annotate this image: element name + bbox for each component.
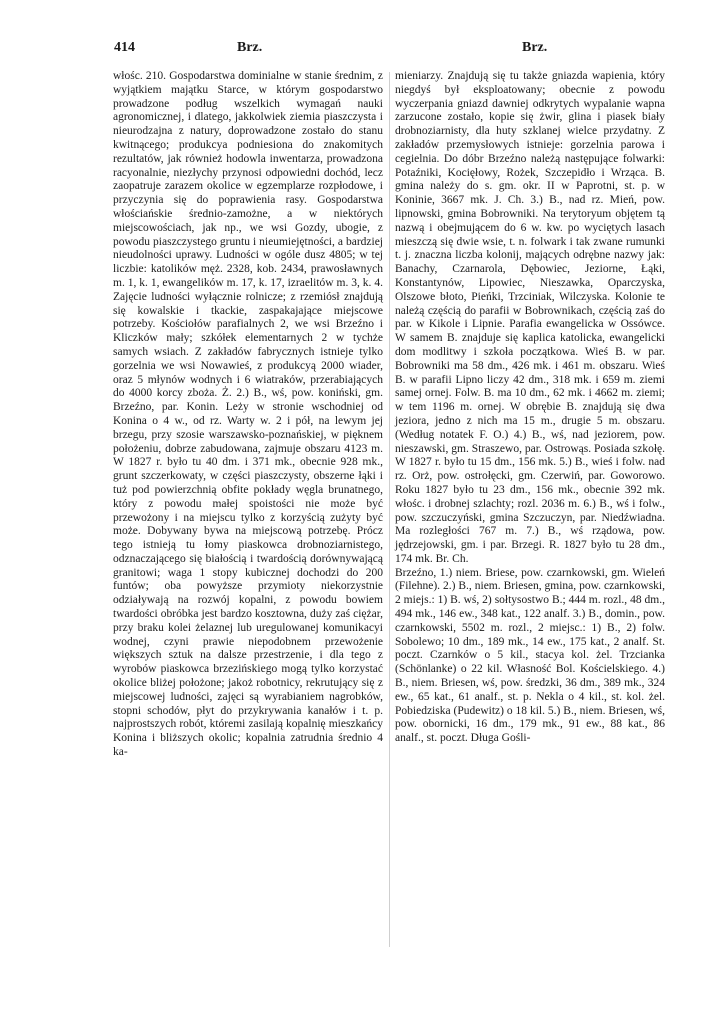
right-column-text-2: Brzeźno, 1.) niem. Briese, pow. czarnkowski, gm. Wieleń (Filehne). 2.) B., niem. Briesen, gmina, pow. czarnkowski, 2 miejs.: 1) B. wś, 2) sołtysostwo B.; 444 m. rozl., 48 dm., 494 mk., 146 ew., 348 kat., 122 analf. 3.) B., domin., pow. czarnkowski, 5502 m. rozl., 2 miejsc.: 1) B., 2) folw. Sobolewo; 10 dm., 189 mk., 14 ew., 175 kat., 2 analf. St. poczt. Czarnków o 5 kil., stacya kol. żel. Trzcianka (Schönlanke) o 22 kil. Własność Bol. Kościelskiego. 4.) B., niem. Briesen, wś, pow. średzki, 36 dm., 389 mk., 324 ew., 65 kat., 61 analf., st. p. Nekla o 4 kil., st. kol. żel. Pobiedziska (Pudewitz) o 18 kil. 5.) B., niem. Briesen, wś, pow. obornicki, 16 dm., 179 mk., 91 ew., 88 kat., 86 analf., st. poczt. Długa Gośli-	[395, 566, 665, 745]
left-running-head: Brz.	[237, 40, 263, 55]
right-running-head: Brz.	[522, 40, 548, 55]
page-header	[0, 40, 720, 60]
left-column	[113, 70, 383, 760]
right-column-text-1: mieniarzy. Znajdują się tu także gniazda wapienia, który niegdyś był eksploatowany; obecnie z powodu wyczerpania gniazd dawniej odkrytych wypalanie wapna zarzucone zostało, kopie się żwir, glina i piasek biały drobnoziarnisty, dla huty szklanej wielce przydatny. Z zakładów przemysłowych istnieje: gorzelnia parowa i cegielnia. Do dóbr Brzeźno należą następujące folwarki: Potaźniki, Kocięłowy, Rożek, Szczepidło i Wrząca. B. gmina należy do s. gm. okr. II w Paprotni, st. p. w Koninie, 3667 mk. J. Ch. 3.) B., nad rz. Mień, pow. lipnowski, gmina Bobrowniki. Na terytoryum objętem tą nazwą i obejmującem do 6 w. kw. po wyciętych lasach mieszczą się dwie wsie, t. n. folwark i tak zwane rumunki t. j. znaczna liczba kolonij, mających odrębne nazwy jak: Banachy, Czarnarola, Dębowiec, Jeziorne, Łąki, Konstantynów, Lipowiec, Nieszawka, Oparczyska, Olszowe błoto, Pieńki, Trzciniak, Wilczyska. Kolonie te należą częścią do parafii w Bobrownikach, częścią zaś do par. w Kikole i Lipnie. Parafia ewangelicka w Ossówce. W samem B. znajduje się kaplica katolicka, ewangelicki dom modlitwy i szkoła początkowa. Wieś B. w par. Bobrowniki ma 58 dm., 426 mk. i 461 m. obszaru. Wieś B. w parafii Lipno liczy 42 dm., 318 mk. i 659 m. ziemi samej ornej. Folw. B. ma 10 dm., 62 mk. i 4662 m. ziemi; w tem 1196 m. ornej. W obrębie B. znajdują się dwa jeziora, jedno z nich ma 15 m., drugie 5 m. obszaru. (Według notatek F. O.) 4.) B., wś, nad jeziorem, pow. nieszawski, gm. Straszewo, par. Ostrowąs. Posiada szkołę. W 1827 r. było tu 15 dm., 156 mk. 5.) B., wieś i folw. nad rz. Orż, pow. ostrołęcki, gm. Czerwiń, par. Goworowo. Roku 1827 było tu 23 dm., 156 mk., obecnie 392 mk. włośc. i drobnej szlachty; rozl. 2036 m. 6.) B., wś i folw., pow. szczuczyński, gmina Szczuczyn, par. Niedźwiadna. Ma rozległości 767 m. 7.) B., wś rządowa, pow. jędrzejowski, gm. i par. Brzegi. R. 1827 było tu 28 dm., 174 mk. Br. Ch.	[395, 70, 665, 565]
page-number: 414	[114, 40, 135, 55]
column-divider	[389, 72, 390, 947]
right-column	[395, 70, 665, 746]
left-column-text: włośc. 210. Gospodarstwa dominialne w stanie średnim, z wyjątkiem majątku Starce, w którym gospodarstwo prowadzone podług wszelkich wymagań nauki agronomicznej, i dlatego, jakkolwiek ziemia piaszczysta i nieurodzajna z natury, doprowadzone zostało do stanu kwitnącego; produkcya podniesiona do znakomitych rezultatów, jak również hodowla inwentarza, prowadzona racyonalnie, niezłychy przynosi odpowiedni dochód, lecz zaopatruje zarazem okolice w egzemplarze rozpłodowe, i przyczynia się do poprawienia rasy. Gospodarstwa włościańskie średnio-zamożne, a w niektórych miejscowościach, jak np., we wsi Gozdy, ubogie, z powodu piaszczystego gruntu i nieumiejętności, a bardziej nieudolności uprawy. Ludności w ogóle dusz 4805; w tej liczbie: katolików męż. 2328, kob. 2434, prawosławnych m. 1, k. 1, ewangelików m. 17, k. 17, izraelitów m. 3, k. 4. Zajęcie ludności wyłącznie rolnicze; z rzemiósł znajdują się kowalskie i tkackie, zaspakajające miejscowe potrzeby. Kościołów parafialnych 2, we wsi Brzeźno i Kliczków mały; szkółek elementarnych 2 w tychże samych wsiach. Z zakładów fabrycznych istnieje tylko gorzelnia we wsi Nowawieś, z produkcyą 2000 wiader, oraz 5 młynów wodnych i 6 wiatraków, przerabiających do 4000 korcy zboża. Ż. 2.) B., wś, pow. koniński, gm. Brzeźno, par. Konin. Leży w stronie wschodniej od Konina o 4 w., od rz. Warty w. 2 i pół, na lewym jej brzegu, przy szosie warszawsko-poznańskiej, w pięknem położeniu, dobrze zabudowana, zajmuje obszaru 4123 m. W 1827 r. było tu 40 dm. i 371 mk., obecnie 928 mk., grunt szczerkowaty, w części piaszczysty, obszerne łąki i tuż pod powierzchnią obfite pokłady węgla brunatnego, który z powodu małej spoistości nie może być przewożony i na miejscu tylko z korzyścią zużyty być może. Dobywany bywa na miejscową potrzebę. Prócz tego istnieją tu łomy piaskowca drobnoziarnistego, odznaczającego się białością i twardością dorównywającą granitowi; waga 1 stopy kubicznej dochodzi do 200 funtów; oba powyższe przymioty niekorzystnie odziaływają na rozwój kopalni, z powodu bowiem twardości obróbka jest bardzo kosztowna, duży zaś ciężar, przy braku kolei żelaznej lub uregulowanej komunikacyi wodnej, czyni prawie niepodobnem przewożenie większych sztuk na dalsze przestrzenie, i dla tego z wyrobów piaskowca brzezińskiego mogą tylko korzystać okolice bliżej położone; jakoż robotnicy, rekrutujący się z miejscowej ludności, zajęci są wyrabianiem nagrobków, stopni schodów, płyt do przykrywania kanałów i t. p. najprostszych robót, któremi zasilają kopalnię mieszkańcy Konina i bliższych okolic; kopalnia zatrudnia średnio 4 ka-	[113, 70, 383, 759]
